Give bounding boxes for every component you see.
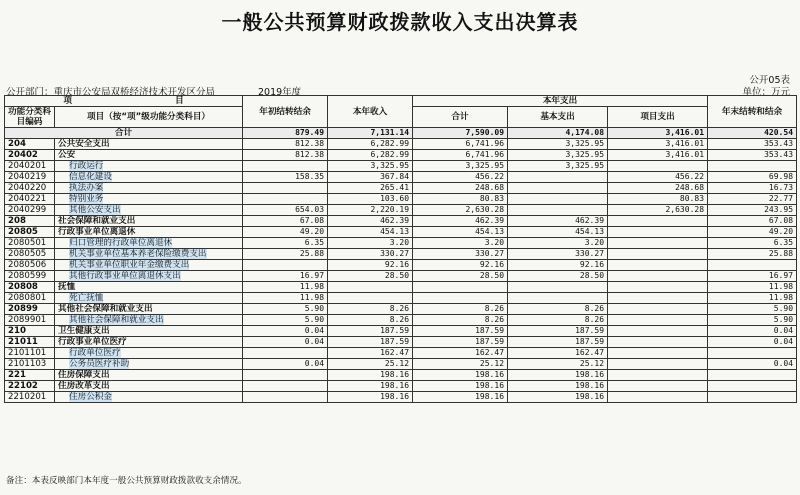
row-name: 住房保障支出 bbox=[55, 370, 243, 381]
row-begin: 16.97 bbox=[243, 271, 328, 282]
row-basic bbox=[508, 293, 608, 304]
row-proj bbox=[608, 271, 708, 282]
total-proj: 3,416.01 bbox=[608, 128, 708, 139]
row-begin: 0.04 bbox=[243, 337, 328, 348]
row-begin bbox=[243, 260, 328, 271]
row-name: 行政事业单位医疗 bbox=[55, 337, 243, 348]
row-proj bbox=[608, 381, 708, 392]
row-basic: 162.47 bbox=[508, 348, 608, 359]
row-begin bbox=[243, 392, 328, 403]
row-income: 6,282.99 bbox=[328, 139, 413, 150]
total-basic: 4,174.08 bbox=[508, 128, 608, 139]
table-row bbox=[5, 205, 797, 216]
table-row bbox=[5, 381, 797, 392]
row-end: 0.04 bbox=[708, 359, 797, 370]
table-row bbox=[5, 161, 797, 172]
row-proj bbox=[608, 216, 708, 227]
year-label: 2019年度 bbox=[258, 87, 302, 98]
total-end: 420.54 bbox=[708, 128, 797, 139]
table-row bbox=[5, 150, 797, 161]
row-begin: 25.88 bbox=[243, 249, 328, 260]
table-row bbox=[5, 249, 797, 260]
row-end: 16.73 bbox=[708, 183, 797, 194]
row-name bbox=[55, 271, 243, 282]
row-basic: 3.20 bbox=[508, 238, 608, 249]
row-begin bbox=[243, 161, 328, 172]
row-name: 住房改革支出 bbox=[55, 381, 243, 392]
row-basic: 25.12 bbox=[508, 359, 608, 370]
row-begin: 11.98 bbox=[243, 282, 328, 293]
header-basic: 基本支出 bbox=[508, 107, 608, 128]
total-begin: 879.49 bbox=[243, 128, 328, 139]
header-project: 项 目 bbox=[5, 96, 243, 107]
row-end bbox=[708, 370, 797, 381]
header-income: 本年收入 bbox=[328, 96, 413, 128]
row-income: 3,325.95 bbox=[328, 161, 413, 172]
row-end: 0.04 bbox=[708, 326, 797, 337]
table-row bbox=[5, 271, 797, 282]
row-code: 2210201 bbox=[5, 392, 55, 403]
header-begin: 年初结转结余 bbox=[243, 96, 328, 128]
row-proj bbox=[608, 238, 708, 249]
row-end: 5.90 bbox=[708, 315, 797, 326]
row-name-text: 信息化建设 bbox=[69, 172, 112, 182]
row-income: 2,220.19 bbox=[328, 205, 413, 216]
row-code: 2040221 bbox=[5, 194, 55, 205]
row-name-text: 归口管理的行政单位离退休 bbox=[69, 238, 173, 248]
row-begin: 11.98 bbox=[243, 293, 328, 304]
row-begin: 0.04 bbox=[243, 359, 328, 370]
row-code: 20402 bbox=[5, 150, 55, 161]
row-proj bbox=[608, 326, 708, 337]
row-name-text: 公务员医疗补助 bbox=[69, 359, 130, 369]
row-total: 6,741.96 bbox=[413, 139, 508, 150]
row-total: 6,741.96 bbox=[413, 150, 508, 161]
row-income: 6,282.99 bbox=[328, 150, 413, 161]
row-name bbox=[55, 315, 243, 326]
row-name-text: 机关事业单位基本养老保险缴费支出 bbox=[69, 249, 207, 259]
row-basic: 8.26 bbox=[508, 304, 608, 315]
row-income: 28.50 bbox=[328, 271, 413, 282]
row-total: 3.20 bbox=[413, 238, 508, 249]
row-code: 2089901 bbox=[5, 315, 55, 326]
row-code: 20805 bbox=[5, 227, 55, 238]
row-proj: 456.22 bbox=[608, 172, 708, 183]
row-income: 103.60 bbox=[328, 194, 413, 205]
row-basic: 198.16 bbox=[508, 392, 608, 403]
row-total bbox=[413, 293, 508, 304]
row-total: 187.59 bbox=[413, 326, 508, 337]
row-name bbox=[55, 293, 243, 304]
row-end: 25.88 bbox=[708, 249, 797, 260]
row-proj: 3,416.01 bbox=[608, 150, 708, 161]
row-total: 462.39 bbox=[413, 216, 508, 227]
row-proj: 80.83 bbox=[608, 194, 708, 205]
row-income: 3.20 bbox=[328, 238, 413, 249]
row-end bbox=[708, 381, 797, 392]
row-basic: 3,325.95 bbox=[508, 150, 608, 161]
table-row bbox=[5, 392, 797, 403]
row-name bbox=[55, 238, 243, 249]
row-end: 11.98 bbox=[708, 282, 797, 293]
row-end bbox=[708, 260, 797, 271]
row-begin bbox=[243, 381, 328, 392]
row-income: 162.47 bbox=[328, 348, 413, 359]
table-row bbox=[5, 370, 797, 381]
row-total: 198.16 bbox=[413, 392, 508, 403]
row-total: 248.68 bbox=[413, 183, 508, 194]
row-code: 20808 bbox=[5, 282, 55, 293]
row-name-text: 行政运行 bbox=[69, 161, 104, 171]
row-name-text: 机关事业单位职业年金缴费支出 bbox=[69, 260, 190, 270]
table-row bbox=[5, 216, 797, 227]
row-name-text: 死亡抚恤 bbox=[69, 293, 104, 303]
row-basic: 92.16 bbox=[508, 260, 608, 271]
table-body bbox=[5, 128, 797, 403]
row-total: 8.26 bbox=[413, 304, 508, 315]
row-name bbox=[55, 348, 243, 359]
row-begin: 6.35 bbox=[243, 238, 328, 249]
row-code: 20899 bbox=[5, 304, 55, 315]
row-basic: 454.13 bbox=[508, 227, 608, 238]
row-begin bbox=[243, 370, 328, 381]
row-begin bbox=[243, 194, 328, 205]
row-proj: 248.68 bbox=[608, 183, 708, 194]
row-income: 92.16 bbox=[328, 260, 413, 271]
row-begin bbox=[243, 348, 328, 359]
row-name bbox=[55, 183, 243, 194]
row-basic bbox=[508, 282, 608, 293]
total-label: 合计 bbox=[5, 128, 243, 139]
row-name: 其他社会保障和就业支出 bbox=[55, 304, 243, 315]
table-row bbox=[5, 304, 797, 315]
header-expend-group: 本年支出 bbox=[413, 96, 708, 107]
row-name bbox=[55, 205, 243, 216]
row-name bbox=[55, 249, 243, 260]
row-name-text: 特别业务 bbox=[69, 194, 104, 204]
row-total: 25.12 bbox=[413, 359, 508, 370]
row-income: 454.13 bbox=[328, 227, 413, 238]
row-income: 187.59 bbox=[328, 326, 413, 337]
row-code: 2040219 bbox=[5, 172, 55, 183]
row-basic: 198.16 bbox=[508, 370, 608, 381]
row-code: 2101101 bbox=[5, 348, 55, 359]
row-proj bbox=[608, 359, 708, 370]
row-code: 2040220 bbox=[5, 183, 55, 194]
row-name bbox=[55, 194, 243, 205]
row-proj bbox=[608, 392, 708, 403]
row-begin: 812.38 bbox=[243, 139, 328, 150]
budget-table bbox=[4, 95, 797, 403]
row-total: 187.59 bbox=[413, 337, 508, 348]
row-end: 67.08 bbox=[708, 216, 797, 227]
row-income: 8.26 bbox=[328, 315, 413, 326]
row-total: 28.50 bbox=[413, 271, 508, 282]
row-proj bbox=[608, 161, 708, 172]
row-begin: 654.03 bbox=[243, 205, 328, 216]
row-basic: 187.59 bbox=[508, 337, 608, 348]
row-name-text: 其他公安支出 bbox=[69, 205, 121, 215]
row-name bbox=[55, 172, 243, 183]
row-income: 330.27 bbox=[328, 249, 413, 260]
row-begin: 158.35 bbox=[243, 172, 328, 183]
row-basic: 462.39 bbox=[508, 216, 608, 227]
footer-note: 备注：本表反映部门本年度一般公共预算财政拨款收支余情况。 bbox=[6, 476, 247, 486]
row-name-text: 住房公积金 bbox=[69, 392, 112, 402]
row-name-text: 其他行政事业单位离退休支出 bbox=[69, 271, 181, 281]
row-begin: 67.08 bbox=[243, 216, 328, 227]
row-proj bbox=[608, 282, 708, 293]
row-name-text: 执法办案 bbox=[69, 183, 104, 193]
row-proj: 3,416.01 bbox=[608, 139, 708, 150]
row-basic bbox=[508, 205, 608, 216]
row-end bbox=[708, 161, 797, 172]
row-total: 198.16 bbox=[413, 381, 508, 392]
row-begin: 0.04 bbox=[243, 326, 328, 337]
row-proj bbox=[608, 348, 708, 359]
row-name: 抚恤 bbox=[55, 282, 243, 293]
row-name bbox=[55, 161, 243, 172]
row-total: 3,325.95 bbox=[413, 161, 508, 172]
row-total: 198.16 bbox=[413, 370, 508, 381]
table-row bbox=[5, 315, 797, 326]
department-label: 公开部门：重庆市公安局双桥经济技术开发区分局 bbox=[6, 87, 216, 98]
unit-label: 单位：万元 bbox=[742, 87, 790, 98]
row-name-text: 行政单位医疗 bbox=[69, 348, 121, 358]
table-row bbox=[5, 359, 797, 370]
row-income: 25.12 bbox=[328, 359, 413, 370]
row-total: 162.47 bbox=[413, 348, 508, 359]
total-income: 7,131.14 bbox=[328, 128, 413, 139]
row-name-text: 其他社会保障和就业支出 bbox=[69, 315, 164, 325]
row-proj bbox=[608, 304, 708, 315]
row-basic: 28.50 bbox=[508, 271, 608, 282]
row-code: 208 bbox=[5, 216, 55, 227]
row-end: 22.77 bbox=[708, 194, 797, 205]
row-name: 公共安全支出 bbox=[55, 139, 243, 150]
row-total: 2,630.28 bbox=[413, 205, 508, 216]
row-code: 2080506 bbox=[5, 260, 55, 271]
row-code: 204 bbox=[5, 139, 55, 150]
table-row bbox=[5, 260, 797, 271]
header-proj: 项目支出 bbox=[608, 107, 708, 128]
row-proj bbox=[608, 249, 708, 260]
table-row bbox=[5, 326, 797, 337]
row-end bbox=[708, 348, 797, 359]
row-income: 8.26 bbox=[328, 304, 413, 315]
row-income: 187.59 bbox=[328, 337, 413, 348]
row-end: 243.95 bbox=[708, 205, 797, 216]
row-total: 8.26 bbox=[413, 315, 508, 326]
row-income bbox=[328, 293, 413, 304]
table-row bbox=[5, 172, 797, 183]
row-income: 198.16 bbox=[328, 381, 413, 392]
row-basic: 8.26 bbox=[508, 315, 608, 326]
row-proj bbox=[608, 337, 708, 348]
row-code: 2080801 bbox=[5, 293, 55, 304]
table-row bbox=[5, 139, 797, 150]
page-title: 一般公共预算财政拨款收入支出决算表 bbox=[221, 10, 579, 34]
header-name: 项目（按“项”级功能分类科目） bbox=[55, 107, 243, 128]
row-begin: 49.20 bbox=[243, 227, 328, 238]
table-row bbox=[5, 348, 797, 359]
row-income: 462.39 bbox=[328, 216, 413, 227]
row-total: 330.27 bbox=[413, 249, 508, 260]
table-id: 公开05表 bbox=[749, 75, 790, 86]
row-total: 80.83 bbox=[413, 194, 508, 205]
row-name: 公安 bbox=[55, 150, 243, 161]
row-end: 353.43 bbox=[708, 139, 797, 150]
row-proj: 2,630.28 bbox=[608, 205, 708, 216]
table-row bbox=[5, 238, 797, 249]
row-code: 21011 bbox=[5, 337, 55, 348]
row-basic: 187.59 bbox=[508, 326, 608, 337]
row-basic: 3,325.95 bbox=[508, 139, 608, 150]
row-end: 69.98 bbox=[708, 172, 797, 183]
table-row bbox=[5, 183, 797, 194]
row-proj bbox=[608, 293, 708, 304]
row-name bbox=[55, 392, 243, 403]
row-basic bbox=[508, 183, 608, 194]
row-code: 2080599 bbox=[5, 271, 55, 282]
row-total: 92.16 bbox=[413, 260, 508, 271]
row-income: 265.41 bbox=[328, 183, 413, 194]
row-end: 5.90 bbox=[708, 304, 797, 315]
row-income bbox=[328, 282, 413, 293]
row-name: 社会保障和就业支出 bbox=[55, 216, 243, 227]
row-name bbox=[55, 359, 243, 370]
row-basic: 198.16 bbox=[508, 381, 608, 392]
row-total: 456.22 bbox=[413, 172, 508, 183]
row-end: 11.98 bbox=[708, 293, 797, 304]
table-row bbox=[5, 282, 797, 293]
row-code: 2080505 bbox=[5, 249, 55, 260]
row-begin bbox=[243, 183, 328, 194]
table-row bbox=[5, 227, 797, 238]
header-code: 功能分类科目编码 bbox=[5, 107, 55, 128]
row-code: 22102 bbox=[5, 381, 55, 392]
row-end: 6.35 bbox=[708, 238, 797, 249]
row-income: 367.84 bbox=[328, 172, 413, 183]
row-code: 2040201 bbox=[5, 161, 55, 172]
table-row bbox=[5, 194, 797, 205]
row-income: 198.16 bbox=[328, 370, 413, 381]
row-basic bbox=[508, 194, 608, 205]
row-proj bbox=[608, 227, 708, 238]
row-code: 2101103 bbox=[5, 359, 55, 370]
row-proj bbox=[608, 370, 708, 381]
row-begin: 5.90 bbox=[243, 304, 328, 315]
table-row bbox=[5, 337, 797, 348]
row-basic: 3,325.95 bbox=[508, 161, 608, 172]
row-code: 221 bbox=[5, 370, 55, 381]
table-row bbox=[5, 293, 797, 304]
row-total: 454.13 bbox=[413, 227, 508, 238]
row-basic: 330.27 bbox=[508, 249, 608, 260]
row-proj bbox=[608, 315, 708, 326]
row-total bbox=[413, 282, 508, 293]
row-code: 2040299 bbox=[5, 205, 55, 216]
row-name: 行政事业单位离退休 bbox=[55, 227, 243, 238]
total-row bbox=[5, 128, 797, 139]
row-end: 16.97 bbox=[708, 271, 797, 282]
row-begin: 812.38 bbox=[243, 150, 328, 161]
row-code: 210 bbox=[5, 326, 55, 337]
total-total: 7,590.09 bbox=[413, 128, 508, 139]
row-end bbox=[708, 392, 797, 403]
row-income: 198.16 bbox=[328, 392, 413, 403]
row-end: 49.20 bbox=[708, 227, 797, 238]
header-end: 年末结转和结余 bbox=[708, 96, 797, 128]
row-name bbox=[55, 260, 243, 271]
row-proj bbox=[608, 260, 708, 271]
row-code: 2080501 bbox=[5, 238, 55, 249]
row-begin: 5.90 bbox=[243, 315, 328, 326]
row-basic bbox=[508, 172, 608, 183]
row-name: 卫生健康支出 bbox=[55, 326, 243, 337]
row-end: 0.04 bbox=[708, 337, 797, 348]
header-total: 合计 bbox=[413, 107, 508, 128]
row-end: 353.43 bbox=[708, 150, 797, 161]
